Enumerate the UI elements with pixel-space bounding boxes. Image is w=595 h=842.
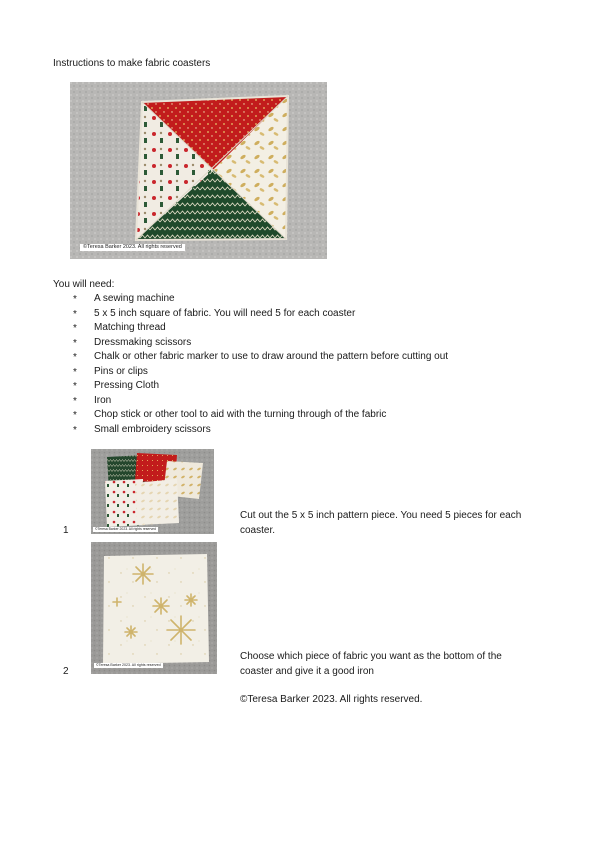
step-number-1: 1 — [63, 525, 69, 536]
document-page: Instructions to make fabric coasters ©Teresa Barker 2023. All rights reserved You will need: * A sewing machine * 5 x 5 inch square of fabric. You will need 5 for each coaster * Matching thread * Dressmaking scissors * Chalk or other fabric marker to use to draw around the pattern before cutting out * Pins or clips * Pressing Cloth * Iron * Chop stick or other tool to aid with the turning through of the fabric * Small embroidery scissors 1 ©Teresa Barker 2023. All rights reserved Cut out the 5 x 5 inch pattern piece. You need 5 pieces for each coaster. 2 ©Teresa Barker 2023. All rights reserved Choose which piece of fabric you want as the bottom of the coaster and give it a good iron ©Teresa Barker 2023. All rights reserved. — [0, 0, 595, 842]
document-title: Instructions to make fabric coasters — [53, 58, 211, 69]
step-1-fabric-pieces-photo — [91, 449, 214, 534]
hero-photo-caption: ©Teresa Barker 2023. All rights reserved — [80, 244, 185, 251]
finished-coaster-photo — [70, 82, 327, 259]
step-1-text: Cut out the 5 x 5 inch pattern piece. You need 5 pieces for each coaster. — [240, 510, 522, 536]
step-number-2: 2 — [63, 666, 69, 677]
step-2-bottom-fabric-photo — [91, 542, 217, 674]
copyright-notice: ©Teresa Barker 2023. All rights reserved. — [240, 694, 423, 705]
materials-heading: You will need: — [53, 279, 115, 290]
step-2-photo-caption: ©Teresa Barker 2023. All rights reserved — [96, 663, 161, 667]
step-2-text: Choose which piece of fabric you want as the bottom of the coaster and give it a good iron — [240, 651, 502, 677]
step-1-photo-caption: ©Teresa Barker 2023. All rights reserved — [95, 527, 156, 531]
